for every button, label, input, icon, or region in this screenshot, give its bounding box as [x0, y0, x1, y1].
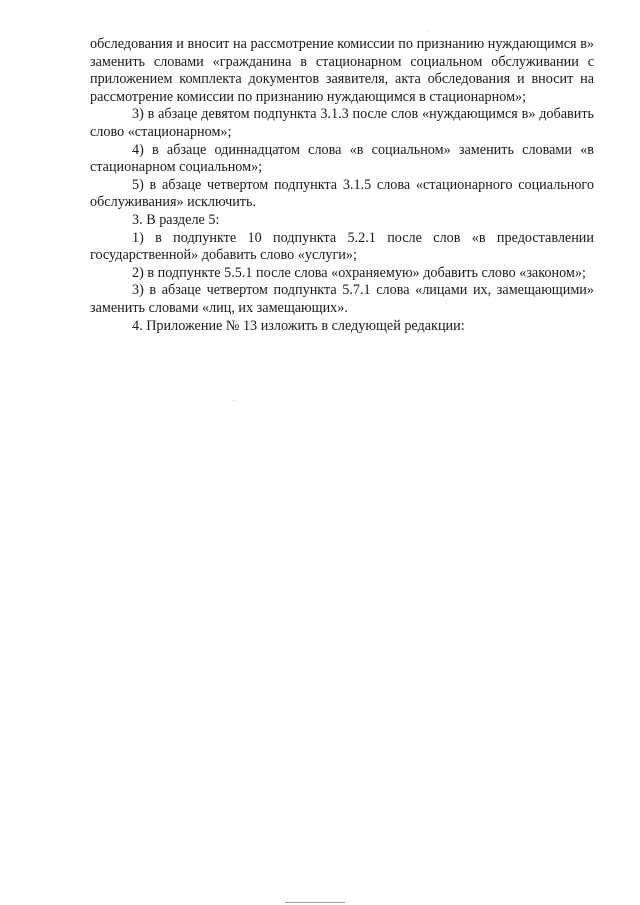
- scan-speck: [428, 30, 429, 31]
- paragraph-item-4: 4) в абзаце одиннадцатом слова «в социальном» заменить словами «в стационарном социальном»;: [90, 141, 594, 176]
- document-page: [90, 36, 594, 335]
- paragraph-item-5-section-3-1-5: 5) в абзаце четвертом подпункта 3.1.5 слова «стационарного социального обслуживания» исключить.: [90, 176, 594, 211]
- paragraph-appendix-13: 4. Приложение № 13 изложить в следующей редакции:: [132, 317, 465, 334]
- scan-speck: [285, 902, 345, 903]
- paragraph-item-3-section-3-1-3: 3) в абзаце девятом подпункта 3.1.3 после слов «нуждающимся в» добавить слово «стационарном»;: [90, 106, 594, 140]
- paragraph-item-3-section-5-7-1: 3) в абзаце четвертом подпункта 5.7.1 слова «лицами их, замещающими» заменить словами «лиц, их замещающих».: [90, 282, 594, 316]
- paragraph-item-2-section-5-5-1: 2) в подпункте 5.5.1 после слова «охраняемую» добавить слово «законом»;: [132, 264, 586, 281]
- paragraph-section-5-heading: 3. В разделе 5:: [132, 211, 220, 228]
- paragraph-item-1-section-5-2-1: 1) в подпункте 10 подпункта 5.2.1 после слов «в предоставлении государственной» добавить слово «услуги»;: [90, 229, 594, 264]
- paragraph-continuation: обследования и вносит на рассмотрение комиссии по признанию нуждающимся в» заменить словами «гражданина в стационарном социальном обслуживании с приложением комплекта документов заявителя, акта обследования и вносит на рассмотрение комиссии по признанию нуждающимся в стационарном»;: [90, 36, 594, 105]
- scan-speck: [233, 400, 234, 401]
